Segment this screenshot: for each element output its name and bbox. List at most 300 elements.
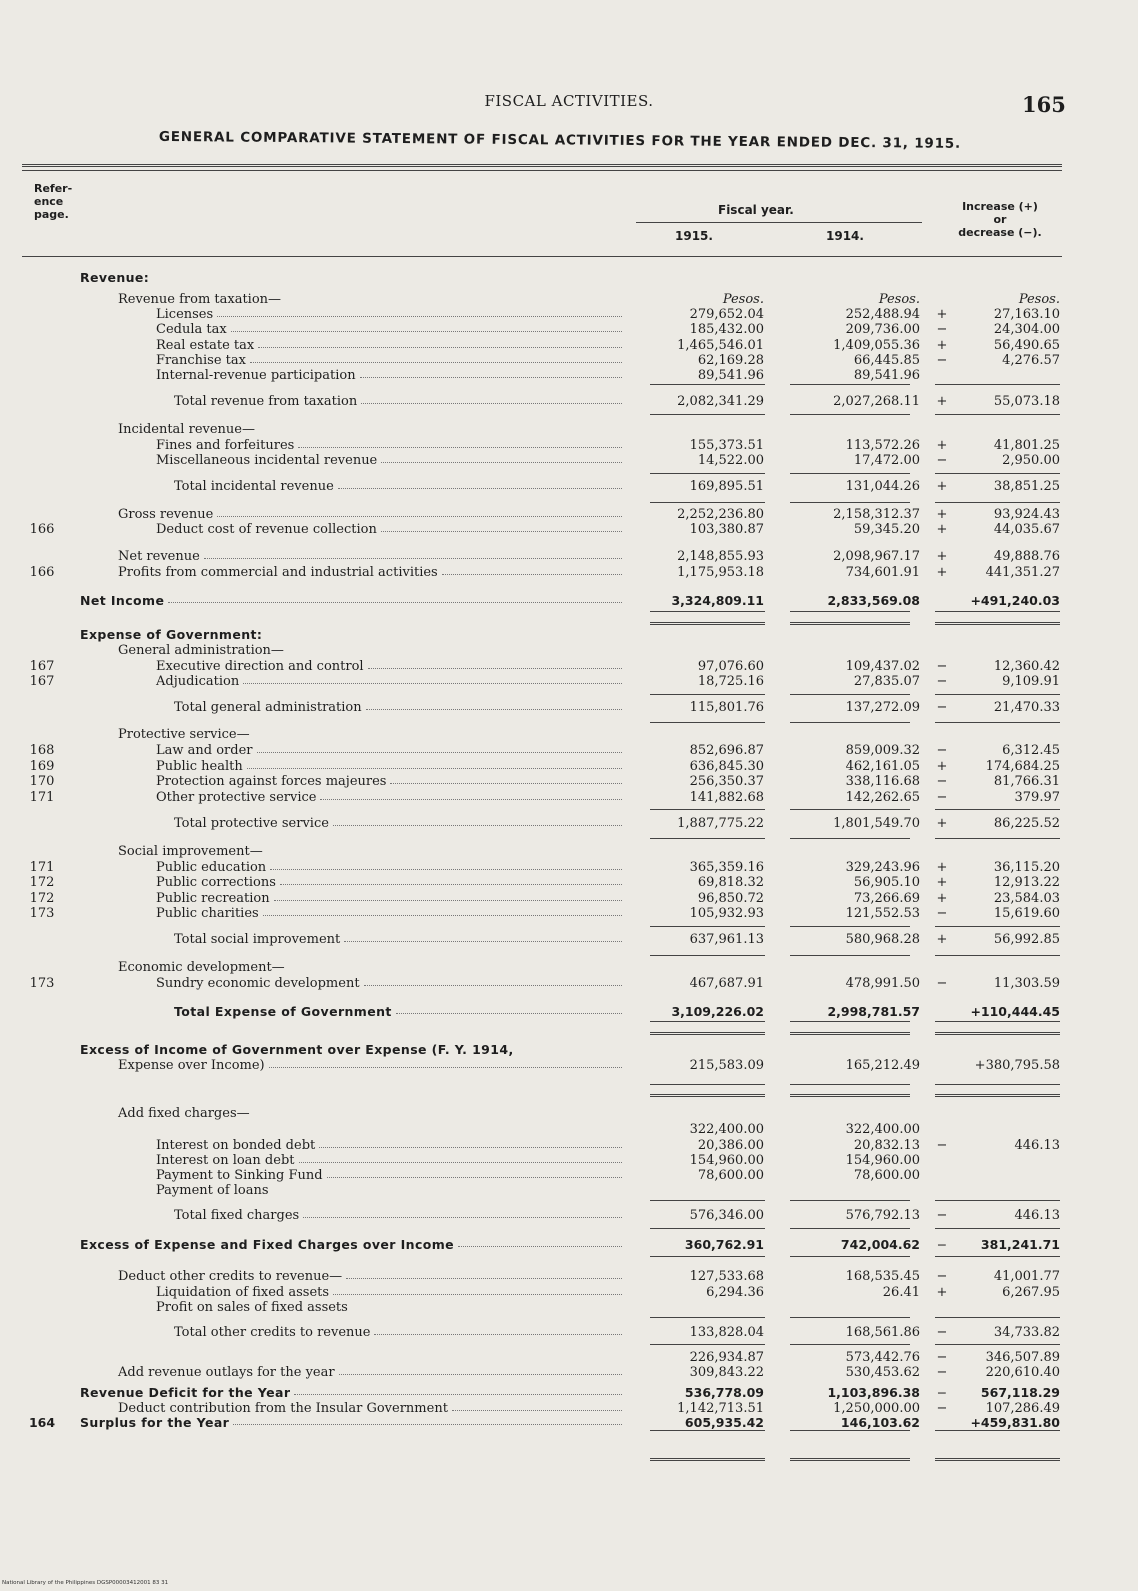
value-1914: 576,792.13 — [845, 1208, 920, 1223]
value-change: 12,360.42 — [993, 659, 1060, 674]
value-1915: 576,346.00 — [689, 1208, 764, 1223]
ref-page: 171 — [29, 790, 55, 805]
column-rule — [790, 414, 910, 415]
value-1915: 637,961.13 — [689, 932, 764, 947]
ref-page: 172 — [29, 875, 55, 890]
table-row — [0, 1183, 1138, 1198]
value-1915: 115,801.76 — [689, 700, 764, 715]
value-1915: 97,076.60 — [697, 659, 764, 674]
value-1914: 742,004.62 — [840, 1237, 920, 1252]
top-rule — [22, 164, 1062, 167]
row-label: Interest on bonded debt — [156, 1138, 316, 1153]
column-rule — [650, 1317, 765, 1318]
row-label: Cedula tax — [156, 322, 227, 337]
row-label: Licenses — [156, 307, 214, 322]
column-rule — [790, 1317, 910, 1318]
dot-leader — [339, 1374, 622, 1375]
value-1915: 1,142,713.51 — [677, 1401, 764, 1416]
value-change: 381,241.71 — [980, 1237, 1060, 1252]
value-1914: 146,103.62 — [840, 1415, 920, 1430]
value-1914: 137,272.09 — [845, 700, 920, 715]
dot-leader — [217, 316, 622, 317]
table-row — [0, 453, 1138, 468]
table-row — [0, 643, 1138, 658]
value-1914: 168,561.86 — [845, 1325, 920, 1340]
row-label: Real estate tax — [156, 338, 255, 353]
change-sign: + — [936, 816, 948, 831]
row-label: Net revenue — [118, 549, 200, 564]
value-1914: 209,736.00 — [845, 322, 920, 337]
value-1915: 185,432.00 — [689, 322, 764, 337]
value-1915: 279,652.04 — [689, 307, 764, 322]
value-1915: 155,373.51 — [689, 438, 764, 453]
value-1915: 852,696.87 — [689, 743, 764, 758]
column-rule — [935, 414, 1060, 415]
dot-leader — [327, 1177, 622, 1178]
value-change: 174,684.25 — [985, 759, 1060, 774]
value-1915: 20,386.00 — [697, 1138, 764, 1153]
header-1915: 1915. — [675, 229, 713, 243]
page-number: 165 — [1022, 92, 1066, 117]
column-rule — [650, 809, 765, 810]
row-label: Law and order — [156, 743, 253, 758]
column-rule — [790, 809, 910, 810]
value-1915: 3,109,226.02 — [671, 1004, 764, 1019]
value-change: 55,073.18 — [993, 394, 1060, 409]
row-label: Net Income — [80, 593, 165, 608]
dot-leader — [381, 531, 622, 532]
column-rule — [650, 1228, 765, 1229]
change-sign: − — [936, 1138, 948, 1153]
row-label: Excess of Income of Government over Expense (F. Y. 1914, — [80, 1042, 514, 1057]
change-sign: − — [936, 1208, 948, 1223]
table-row — [0, 368, 1138, 383]
table-row — [0, 790, 1138, 805]
value-1915: 636,845.30 — [689, 759, 764, 774]
dot-leader — [258, 347, 622, 348]
dot-leader — [204, 558, 622, 559]
value-1914: 78,600.00 — [853, 1168, 920, 1183]
dot-leader — [231, 331, 622, 332]
value-1914: 338,116.68 — [845, 774, 920, 789]
change-sign: + — [936, 759, 948, 774]
row-label: Deduct other credits to revenue— — [118, 1269, 343, 1284]
value-1914: 59,345.20 — [853, 522, 920, 537]
value-1915: 322,400.00 — [689, 1122, 764, 1137]
column-rule — [650, 622, 765, 625]
column-rule — [650, 722, 765, 723]
value-change: 41,001.77 — [993, 1269, 1060, 1284]
page-title: GENERAL COMPARATIVE STATEMENT OF FISCAL ACTIVITIES FOR THE YEAR ENDED DEC. 31, 1915. — [158, 128, 962, 152]
row-label: Public recreation — [156, 891, 270, 906]
value-1914: 142,262.65 — [845, 790, 920, 805]
dot-leader — [257, 752, 622, 753]
change-sign: − — [936, 1401, 948, 1416]
value-1915: 536,778.09 — [684, 1385, 764, 1400]
row-label: Profits from commercial and industrial activities — [118, 565, 438, 580]
change-sign: − — [936, 1365, 948, 1380]
value-1915: 127,533.68 — [689, 1269, 764, 1284]
value-change: 41,801.25 — [993, 438, 1060, 453]
value-change: 27,163.10 — [993, 307, 1060, 322]
dot-leader — [374, 1334, 622, 1335]
column-rule — [790, 838, 910, 839]
table-row — [0, 507, 1138, 522]
column-rule — [650, 1256, 765, 1257]
row-label: Add fixed charges— — [118, 1106, 250, 1121]
change-sign: − — [936, 1350, 948, 1365]
column-rule — [935, 955, 1060, 956]
value-change: +110,444.45 — [970, 1004, 1060, 1019]
row-label: Executive direction and control — [156, 659, 364, 674]
change-sign: + — [936, 565, 948, 580]
dot-leader — [217, 516, 622, 517]
table-row — [0, 593, 1138, 608]
dot-leader — [243, 683, 622, 684]
value-1915: 226,934.87 — [689, 1350, 764, 1365]
table-row — [0, 1237, 1138, 1252]
column-rule — [790, 1458, 910, 1461]
value-1915: 1,465,546.01 — [677, 338, 764, 353]
change-sign: + — [936, 932, 948, 947]
row-label: Interest on loan debt — [156, 1153, 295, 1168]
row-label: Public corrections — [156, 875, 276, 890]
ref-page: 166 — [29, 565, 55, 580]
row-label: Public health — [156, 759, 243, 774]
fiscal-year-brace — [636, 222, 922, 223]
column-rule — [935, 1458, 1060, 1461]
table-row — [0, 1168, 1138, 1183]
value-change: 6,267.95 — [1002, 1285, 1060, 1300]
value-change: 379.97 — [1014, 790, 1060, 805]
value-1914: 17,472.00 — [853, 453, 920, 468]
ref-page: 166 — [29, 522, 55, 537]
row-label: Total general administration — [174, 700, 362, 715]
dot-leader — [319, 1147, 622, 1148]
value-1915: 215,583.09 — [689, 1058, 764, 1073]
value-change: 6,312.45 — [1002, 743, 1060, 758]
row-label: Economic development— — [118, 960, 285, 975]
value-1914: 1,801,549.70 — [833, 816, 920, 831]
ref-page: 167 — [29, 659, 55, 674]
value-change: 56,992.85 — [993, 932, 1060, 947]
dot-leader — [361, 403, 622, 404]
row-label: Total incidental revenue — [174, 479, 334, 494]
row-label: Gross revenue — [118, 507, 214, 522]
value-1915: 467,687.91 — [689, 976, 764, 991]
value-change: 346,507.89 — [985, 1350, 1060, 1365]
column-rule — [935, 1256, 1060, 1257]
value-1914: 322,400.00 — [845, 1122, 920, 1137]
table-row — [0, 906, 1138, 921]
value-1915: 365,359.16 — [689, 860, 764, 875]
value-change: Pesos. — [1018, 292, 1060, 307]
row-label: Fines and forfeitures — [156, 438, 295, 453]
ref-page: 167 — [29, 674, 55, 689]
column-rule — [790, 926, 910, 927]
change-sign: − — [936, 453, 948, 468]
column-rule — [935, 838, 1060, 839]
change-sign: − — [936, 1269, 948, 1284]
table-row — [0, 1401, 1138, 1416]
change-sign: − — [936, 906, 948, 921]
column-rule — [935, 809, 1060, 810]
table-row — [0, 860, 1138, 875]
running-head: FISCAL ACTIVITIES. — [484, 92, 654, 110]
change-sign: + — [936, 522, 948, 537]
value-1914: 27,835.07 — [853, 674, 920, 689]
ref-page: 164 — [28, 1415, 56, 1430]
row-label: Total revenue from taxation — [174, 394, 358, 409]
value-change: 446.13 — [1014, 1138, 1060, 1153]
table-row — [0, 844, 1138, 859]
dot-leader — [233, 1424, 622, 1425]
value-1914: 89,541.96 — [853, 368, 920, 383]
dot-leader — [303, 1217, 622, 1218]
column-rule — [790, 1032, 910, 1035]
table-row — [0, 1122, 1138, 1137]
row-label: Sundry economic development — [156, 976, 360, 991]
value-1915: 6,294.36 — [706, 1285, 764, 1300]
header-bottom-rule — [22, 256, 1062, 257]
dot-leader — [346, 1278, 622, 1279]
change-sign: − — [936, 659, 948, 674]
value-1914: 26.41 — [882, 1285, 920, 1300]
ref-page: 168 — [29, 743, 55, 758]
change-sign: + — [936, 479, 948, 494]
value-1915: 2,148,855.93 — [677, 549, 764, 564]
change-sign: − — [936, 674, 948, 689]
value-1914: 573,442.76 — [845, 1350, 920, 1365]
column-rule — [790, 1228, 910, 1229]
value-1914: 478,991.50 — [845, 976, 920, 991]
value-change: 107,286.49 — [985, 1401, 1060, 1416]
row-label: Excess of Expense and Fixed Charges over Income — [80, 1237, 455, 1252]
ref-page: 172 — [29, 891, 55, 906]
dot-leader — [390, 783, 622, 784]
row-label: Protection against forces majeures — [156, 774, 387, 789]
value-1914: 2,998,781.57 — [827, 1004, 920, 1019]
value-change: 220,610.40 — [985, 1365, 1060, 1380]
row-label: Total Expense of Government — [174, 1004, 392, 1019]
table-row — [0, 1415, 1138, 1430]
ref-page: 173 — [29, 976, 55, 991]
value-1915: 14,522.00 — [697, 453, 764, 468]
column-rule — [935, 1084, 1060, 1085]
value-1915: 89,541.96 — [697, 368, 764, 383]
change-sign: − — [936, 976, 948, 991]
value-1914: 2,158,312.37 — [833, 507, 920, 522]
value-change: 44,035.67 — [993, 522, 1060, 537]
value-1915: 3,324,809.11 — [671, 593, 764, 608]
row-label: Miscellaneous incidental revenue — [156, 453, 378, 468]
table-row — [0, 759, 1138, 774]
dot-leader — [458, 1246, 622, 1247]
column-rule — [935, 384, 1060, 385]
table-row — [0, 322, 1138, 337]
table-row — [0, 1269, 1138, 1284]
dot-leader — [344, 941, 622, 942]
table-row — [0, 1004, 1138, 1019]
column-rule — [650, 1430, 765, 1431]
column-rule — [935, 622, 1060, 625]
dot-leader — [250, 362, 622, 363]
column-rule — [790, 722, 910, 723]
column-rule — [935, 1032, 1060, 1035]
change-sign: − — [936, 322, 948, 337]
value-1915: 1,175,953.18 — [677, 565, 764, 580]
change-sign: + — [936, 891, 948, 906]
table-row — [0, 1106, 1138, 1121]
value-change: 93,924.43 — [993, 507, 1060, 522]
value-1915: 105,932.93 — [689, 906, 764, 921]
column-rule — [650, 1458, 765, 1461]
column-rule — [935, 1021, 1060, 1022]
value-change: 24,304.00 — [993, 322, 1060, 337]
dot-leader — [298, 447, 622, 448]
table-row — [0, 774, 1138, 789]
value-1915: 169,895.51 — [689, 479, 764, 494]
table-row — [0, 727, 1138, 742]
change-sign: − — [936, 1237, 948, 1252]
dot-leader — [360, 377, 622, 378]
header-ref: Refer- ence page. — [34, 182, 73, 221]
column-rule — [650, 384, 765, 385]
value-1914: 131,044.26 — [845, 479, 920, 494]
value-1915: 141,882.68 — [689, 790, 764, 805]
value-1914: 109,437.02 — [845, 659, 920, 674]
dot-leader — [452, 1410, 622, 1411]
value-change: +380,795.58 — [974, 1058, 1060, 1073]
ref-page: 169 — [29, 759, 55, 774]
column-rule — [650, 1084, 765, 1085]
value-1914: 165,212.49 — [845, 1058, 920, 1073]
table-row — [0, 353, 1138, 368]
value-1914: 329,243.96 — [845, 860, 920, 875]
column-rule — [935, 1228, 1060, 1229]
column-rule — [650, 611, 765, 612]
column-rule — [790, 1021, 910, 1022]
value-1914: 73,266.69 — [853, 891, 920, 906]
change-sign: − — [936, 700, 948, 715]
value-change: 81,766.31 — [993, 774, 1060, 789]
row-label: Adjudication — [156, 674, 240, 689]
row-label: Internal-revenue participation — [156, 368, 356, 383]
value-1914: 2,027,268.11 — [833, 394, 920, 409]
column-rule — [790, 384, 910, 385]
change-sign: + — [936, 860, 948, 875]
table-row — [0, 932, 1138, 947]
row-label: Deduct cost of revenue collection — [156, 522, 377, 537]
value-change: 56,490.65 — [993, 338, 1060, 353]
value-1914: Pesos. — [878, 292, 920, 307]
change-sign: + — [936, 394, 948, 409]
dot-leader — [368, 668, 622, 669]
row-label: Other protective service — [156, 790, 317, 805]
table-row — [0, 743, 1138, 758]
table-row — [0, 1208, 1138, 1223]
dot-leader — [366, 709, 622, 710]
row-label: Protective service— — [118, 727, 250, 742]
dot-leader — [168, 602, 622, 603]
dot-leader — [333, 1294, 622, 1295]
table-row — [0, 659, 1138, 674]
table-row — [0, 700, 1138, 715]
column-rule — [790, 502, 910, 503]
change-sign: − — [936, 353, 948, 368]
table-row — [0, 960, 1138, 975]
column-rule — [650, 1094, 765, 1097]
table-row — [0, 565, 1138, 580]
change-sign: − — [936, 1325, 948, 1340]
value-1914: 580,968.28 — [845, 932, 920, 947]
row-label: Payment of loans — [156, 1183, 269, 1198]
table-row — [0, 1042, 1138, 1057]
value-change: 446.13 — [1014, 1208, 1060, 1223]
column-rule — [790, 1200, 910, 1201]
column-rule — [935, 1200, 1060, 1201]
top-rule-2 — [22, 170, 1062, 171]
value-1914: 66,445.85 — [853, 353, 920, 368]
value-change: 86,225.52 — [993, 816, 1060, 831]
value-1915: 1,887,775.22 — [677, 816, 764, 831]
dot-leader — [270, 869, 622, 870]
column-rule — [935, 473, 1060, 474]
row-label: Surplus for the Year — [80, 1415, 230, 1430]
column-rule — [790, 622, 910, 625]
value-1914: 859,009.32 — [845, 743, 920, 758]
value-change: 34,733.82 — [993, 1325, 1060, 1340]
column-rule — [935, 722, 1060, 723]
dot-leader — [294, 1394, 622, 1395]
header-change: Increase (+) or decrease (−). — [958, 200, 1042, 239]
change-sign: + — [936, 438, 948, 453]
change-sign: + — [936, 338, 948, 353]
change-sign: − — [936, 790, 948, 805]
column-rule — [790, 1430, 910, 1431]
value-1915: 2,252,236.80 — [677, 507, 764, 522]
column-rule — [790, 694, 910, 695]
ref-page: 173 — [29, 906, 55, 921]
row-label: Incidental revenue— — [118, 422, 255, 437]
column-rule — [790, 611, 910, 612]
value-1914: 1,409,055.36 — [833, 338, 920, 353]
table-row — [0, 816, 1138, 831]
footer-credit: National Library of the Philippines DGSP00003412001 83 31 — [2, 1580, 169, 1586]
change-sign: − — [936, 1385, 948, 1400]
table-row — [0, 627, 1138, 642]
value-1914: 168,535.45 — [845, 1269, 920, 1284]
change-sign: + — [936, 307, 948, 322]
value-1914: 2,098,967.17 — [833, 549, 920, 564]
table-row — [0, 549, 1138, 564]
row-label: Social improvement— — [118, 844, 263, 859]
column-rule — [650, 1344, 765, 1345]
row-label: Liquidation of fixed assets — [156, 1285, 330, 1300]
table-row — [0, 1325, 1138, 1340]
change-sign: − — [936, 774, 948, 789]
header-fiscal-year: Fiscal year. — [718, 203, 794, 217]
column-rule — [935, 926, 1060, 927]
table-row — [0, 1285, 1138, 1300]
row-label: Total social improvement — [174, 932, 341, 947]
dot-leader — [338, 488, 622, 489]
column-rule — [935, 1344, 1060, 1345]
value-change: 36,115.20 — [993, 860, 1060, 875]
table-row — [0, 976, 1138, 991]
table-row — [0, 270, 1138, 285]
row-label: Public education — [156, 860, 267, 875]
